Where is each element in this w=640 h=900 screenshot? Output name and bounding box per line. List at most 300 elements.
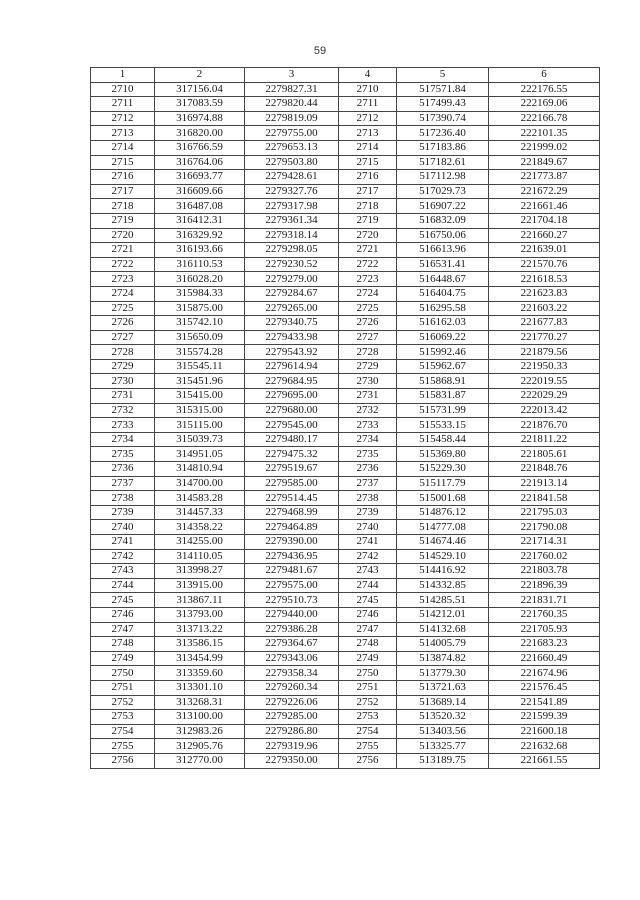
table-cell: 517029.73	[397, 184, 489, 199]
table-cell: 2279510.73	[245, 593, 339, 608]
table-row	[91, 403, 600, 418]
table-cell: 2753	[91, 710, 155, 725]
table-cell: 2710	[339, 82, 397, 97]
table-cell: 221790.08	[489, 520, 600, 535]
table-cell: 316609.66	[155, 184, 245, 199]
table-cell: 514285.51	[397, 593, 489, 608]
table-cell: 313301.10	[155, 680, 245, 695]
table-cell: 2279390.00	[245, 535, 339, 550]
table-cell: 222176.55	[489, 82, 600, 97]
table-row	[91, 593, 600, 608]
table-row	[91, 666, 600, 681]
table-cell: 313454.99	[155, 651, 245, 666]
table-cell: 312905.76	[155, 739, 245, 754]
table-row	[91, 520, 600, 535]
table-cell: 316974.88	[155, 111, 245, 126]
table-cell: 2279340.75	[245, 316, 339, 331]
table-cell: 314583.28	[155, 491, 245, 506]
table-cell: 221661.46	[489, 199, 600, 214]
table-cell: 221811.22	[489, 432, 600, 447]
table-row	[91, 257, 600, 272]
table-row	[91, 549, 600, 564]
table-cell: 221848.76	[489, 462, 600, 477]
table-cell: 314358.22	[155, 520, 245, 535]
table-cell: 2279433.98	[245, 330, 339, 345]
table-cell: 2716	[91, 170, 155, 185]
table-cell: 2722	[91, 257, 155, 272]
table-cell: 2730	[91, 374, 155, 389]
table-cell: 221570.76	[489, 257, 600, 272]
table-cell: 515533.15	[397, 418, 489, 433]
table-cell: 2279684.95	[245, 374, 339, 389]
table-cell: 2742	[91, 549, 155, 564]
table-cell: 315039.73	[155, 432, 245, 447]
table-cell: 515868.91	[397, 374, 489, 389]
table-cell: 2754	[91, 724, 155, 739]
table-cell: 316329.92	[155, 228, 245, 243]
table-cell: 517499.43	[397, 97, 489, 112]
table-cell: 2747	[339, 622, 397, 637]
table-row	[91, 476, 600, 491]
table-cell: 2712	[339, 111, 397, 126]
table-cell: 2279428.61	[245, 170, 339, 185]
table-cell: 316764.06	[155, 155, 245, 170]
table-cell: 2279361.34	[245, 213, 339, 228]
table-cell: 2279358.34	[245, 666, 339, 681]
table-cell: 514674.46	[397, 535, 489, 550]
table-cell: 313713.22	[155, 622, 245, 637]
table-cell: 2746	[91, 607, 155, 622]
table-cell: 316110.53	[155, 257, 245, 272]
table-cell: 221674.96	[489, 666, 600, 681]
table-cell: 517182.61	[397, 155, 489, 170]
table-cell: 2722	[339, 257, 397, 272]
table-cell: 2735	[91, 447, 155, 462]
table-cell: 2726	[91, 316, 155, 331]
table-cell: 2748	[339, 637, 397, 652]
table-cell: 2724	[91, 286, 155, 301]
table-cell: 2279436.95	[245, 549, 339, 564]
table-row	[91, 578, 600, 593]
column-header: 5	[397, 68, 489, 83]
column-header: 2	[155, 68, 245, 83]
table-cell: 2750	[339, 666, 397, 681]
table-cell: 2754	[339, 724, 397, 739]
table-cell: 2279230.52	[245, 257, 339, 272]
table-cell: 315545.11	[155, 359, 245, 374]
table-cell: 221639.01	[489, 243, 600, 258]
table-cell: 2752	[91, 695, 155, 710]
table-cell: 222013.42	[489, 403, 600, 418]
table-cell: 2713	[339, 126, 397, 141]
table-cell: 2737	[339, 476, 397, 491]
table-cell: 221683.23	[489, 637, 600, 652]
column-header: 1	[91, 68, 155, 83]
table-cell: 2735	[339, 447, 397, 462]
table-cell: 2720	[339, 228, 397, 243]
table-cell: 315984.33	[155, 286, 245, 301]
table-cell: 221660.27	[489, 228, 600, 243]
table-row	[91, 535, 600, 550]
table-cell: 315875.00	[155, 301, 245, 316]
table-row	[91, 389, 600, 404]
table-cell: 2279440.00	[245, 607, 339, 622]
table-cell: 221576.45	[489, 680, 600, 695]
table-cell: 513403.56	[397, 724, 489, 739]
table-cell: 222101.35	[489, 126, 600, 141]
table-cell: 2717	[339, 184, 397, 199]
table-cell: 316412.31	[155, 213, 245, 228]
table-row	[91, 228, 600, 243]
table-cell: 2751	[339, 680, 397, 695]
table-cell: 2750	[91, 666, 155, 681]
table-cell: 313867.11	[155, 593, 245, 608]
table-cell: 221672.29	[489, 184, 600, 199]
table-cell: 2279386.28	[245, 622, 339, 637]
table-row	[91, 651, 600, 666]
table-cell: 515001.68	[397, 491, 489, 506]
table-cell: 2738	[91, 491, 155, 506]
table-cell: 515458.44	[397, 432, 489, 447]
table-cell: 2736	[91, 462, 155, 477]
table-cell: 2717	[91, 184, 155, 199]
table-cell: 514212.01	[397, 607, 489, 622]
table-cell: 2723	[339, 272, 397, 287]
table-cell: 2714	[339, 140, 397, 155]
table-row	[91, 695, 600, 710]
table-row	[91, 505, 600, 520]
table-cell: 516069.22	[397, 330, 489, 345]
table-cell: 221805.61	[489, 447, 600, 462]
table-cell: 517112.98	[397, 170, 489, 185]
table-row	[91, 82, 600, 97]
table-cell: 2712	[91, 111, 155, 126]
page-number: 59	[313, 45, 327, 57]
table-cell: 513689.14	[397, 695, 489, 710]
table-cell: 2279226.06	[245, 695, 339, 710]
table-cell: 221803.78	[489, 564, 600, 579]
table-cell: 2715	[339, 155, 397, 170]
table-cell: 2727	[339, 330, 397, 345]
table-cell: 221773.87	[489, 170, 600, 185]
table-row	[91, 97, 600, 112]
table-cell: 316487.08	[155, 199, 245, 214]
table-cell: 2747	[91, 622, 155, 637]
table-row	[91, 345, 600, 360]
table-cell: 221849.67	[489, 155, 600, 170]
table-cell: 2749	[91, 651, 155, 666]
table-cell: 2743	[339, 564, 397, 579]
table-cell: 222019.55	[489, 374, 600, 389]
table-cell: 221623.83	[489, 286, 600, 301]
table-cell: 221599.39	[489, 710, 600, 725]
table-cell: 221841.58	[489, 491, 600, 506]
table-row	[91, 462, 600, 477]
table-cell: 513779.30	[397, 666, 489, 681]
table-cell: 221705.93	[489, 622, 600, 637]
table-cell: 221714.31	[489, 535, 600, 550]
table-cell: 514777.08	[397, 520, 489, 535]
table-row	[91, 316, 600, 331]
table-cell: 2719	[91, 213, 155, 228]
table-cell: 2732	[339, 403, 397, 418]
table-cell: 514332.85	[397, 578, 489, 593]
table-cell: 2279695.00	[245, 389, 339, 404]
table-cell: 2749	[339, 651, 397, 666]
table-cell: 2714	[91, 140, 155, 155]
table-cell: 315650.09	[155, 330, 245, 345]
table-cell: 514416.92	[397, 564, 489, 579]
table-cell: 315115.00	[155, 418, 245, 433]
table-row	[91, 330, 600, 345]
table-cell: 2753	[339, 710, 397, 725]
table-cell: 2743	[91, 564, 155, 579]
table-row	[91, 301, 600, 316]
table-cell: 2279343.06	[245, 651, 339, 666]
table-cell: 317156.04	[155, 82, 245, 97]
table-cell: 2756	[91, 753, 155, 768]
table-cell: 513189.75	[397, 753, 489, 768]
table-row	[91, 680, 600, 695]
table-cell: 2751	[91, 680, 155, 695]
table-cell: 2279350.00	[245, 753, 339, 768]
table-cell: 516907.22	[397, 199, 489, 214]
table-row	[91, 111, 600, 126]
table-cell: 2279481.67	[245, 564, 339, 579]
table-cell: 313915.00	[155, 578, 245, 593]
table-cell: 516162.03	[397, 316, 489, 331]
table-cell: 314700.00	[155, 476, 245, 491]
table-cell: 2744	[339, 578, 397, 593]
table-cell: 2279286.80	[245, 724, 339, 739]
table-cell: 2279585.00	[245, 476, 339, 491]
table-cell: 316193.66	[155, 243, 245, 258]
table-cell: 2279575.00	[245, 578, 339, 593]
table-cell: 316028.20	[155, 272, 245, 287]
table-cell: 515229.30	[397, 462, 489, 477]
table-cell: 2711	[339, 97, 397, 112]
table-row	[91, 724, 600, 739]
table-cell: 515962.67	[397, 359, 489, 374]
table-cell: 2279545.00	[245, 418, 339, 433]
table-cell: 313268.31	[155, 695, 245, 710]
table-cell: 2279755.00	[245, 126, 339, 141]
table-cell: 221661.55	[489, 753, 600, 768]
table-cell: 316820.00	[155, 126, 245, 141]
table-row	[91, 359, 600, 374]
table-cell: 2279680.00	[245, 403, 339, 418]
table-cell: 2726	[339, 316, 397, 331]
table-cell: 2279284.67	[245, 286, 339, 301]
table-cell: 2279317.98	[245, 199, 339, 214]
table-cell: 515369.80	[397, 447, 489, 462]
table-cell: 2711	[91, 97, 155, 112]
table-cell: 2745	[91, 593, 155, 608]
table-cell: 2741	[91, 535, 155, 550]
table-cell: 221677.83	[489, 316, 600, 331]
table-cell: 2742	[339, 549, 397, 564]
table-cell: 2728	[91, 345, 155, 360]
table-cell: 2279318.14	[245, 228, 339, 243]
table-cell: 2279614.94	[245, 359, 339, 374]
table-row	[91, 564, 600, 579]
table-cell: 2719	[339, 213, 397, 228]
table-cell: 2737	[91, 476, 155, 491]
table-cell: 222169.06	[489, 97, 600, 112]
table-cell: 2279480.17	[245, 432, 339, 447]
table-cell: 2727	[91, 330, 155, 345]
table-cell: 221760.35	[489, 607, 600, 622]
table-cell: 2725	[91, 301, 155, 316]
table-cell: 312983.26	[155, 724, 245, 739]
table-cell: 2279819.09	[245, 111, 339, 126]
table-row	[91, 491, 600, 506]
table-cell: 2731	[339, 389, 397, 404]
table-row	[91, 140, 600, 155]
table-row	[91, 126, 600, 141]
table-cell: 2733	[339, 418, 397, 433]
table-cell: 2279279.00	[245, 272, 339, 287]
table-cell: 515992.46	[397, 345, 489, 360]
table-row	[91, 753, 600, 768]
table-cell: 2279319.96	[245, 739, 339, 754]
table-cell: 514529.10	[397, 549, 489, 564]
column-header: 6	[489, 68, 600, 83]
table-cell: 221795.03	[489, 505, 600, 520]
table-cell: 2710	[91, 82, 155, 97]
table-cell: 2716	[339, 170, 397, 185]
table-row	[91, 272, 600, 287]
table-cell: 314951.05	[155, 447, 245, 462]
table-row	[91, 637, 600, 652]
table-row	[91, 432, 600, 447]
table-cell: 315574.28	[155, 345, 245, 360]
table-cell: 221704.18	[489, 213, 600, 228]
table-cell: 2279468.99	[245, 505, 339, 520]
table-cell: 516613.96	[397, 243, 489, 258]
table-cell: 516404.75	[397, 286, 489, 301]
table-cell: 312770.00	[155, 753, 245, 768]
table-cell: 516448.67	[397, 272, 489, 287]
table-cell: 513874.82	[397, 651, 489, 666]
table-cell: 221632.68	[489, 739, 600, 754]
table-cell: 2279364.67	[245, 637, 339, 652]
table-cell: 513721.63	[397, 680, 489, 695]
table-cell: 221760.02	[489, 549, 600, 564]
table-row	[91, 607, 600, 622]
coordinates-table	[90, 67, 600, 769]
table-cell: 222029.29	[489, 389, 600, 404]
table-cell: 221913.14	[489, 476, 600, 491]
table-cell: 314810.94	[155, 462, 245, 477]
table-row	[91, 622, 600, 637]
table-cell: 221999.02	[489, 140, 600, 155]
table-cell: 2740	[91, 520, 155, 535]
table-cell: 2734	[91, 432, 155, 447]
table-cell: 316766.59	[155, 140, 245, 155]
table-cell: 2729	[91, 359, 155, 374]
table-cell: 517183.86	[397, 140, 489, 155]
table-row	[91, 170, 600, 185]
table-cell: 517571.84	[397, 82, 489, 97]
table-cell: 2721	[91, 243, 155, 258]
table-cell: 2741	[339, 535, 397, 550]
table-cell: 515731.99	[397, 403, 489, 418]
table-cell: 2730	[339, 374, 397, 389]
table-cell: 514132.68	[397, 622, 489, 637]
table-body	[91, 82, 600, 768]
table-cell: 2721	[339, 243, 397, 258]
table-cell: 313793.00	[155, 607, 245, 622]
table-cell: 2733	[91, 418, 155, 433]
table-cell: 222166.78	[489, 111, 600, 126]
table-cell: 2728	[339, 345, 397, 360]
table-cell: 2279514.45	[245, 491, 339, 506]
table-cell: 516531.41	[397, 257, 489, 272]
table-cell: 516750.06	[397, 228, 489, 243]
table-cell: 315315.00	[155, 403, 245, 418]
table-cell: 2715	[91, 155, 155, 170]
table-cell: 2718	[91, 199, 155, 214]
table-cell: 2279653.13	[245, 140, 339, 155]
table-cell: 2279827.31	[245, 82, 339, 97]
table-row	[91, 155, 600, 170]
table-cell: 2746	[339, 607, 397, 622]
table-cell: 2279475.32	[245, 447, 339, 462]
table-cell: 314255.00	[155, 535, 245, 550]
table-cell: 221879.56	[489, 345, 600, 360]
table-row	[91, 418, 600, 433]
table-cell: 2279543.92	[245, 345, 339, 360]
table-cell: 2724	[339, 286, 397, 301]
table-cell: 221600.18	[489, 724, 600, 739]
table-cell: 221876.70	[489, 418, 600, 433]
column-header: 3	[245, 68, 339, 83]
table-cell: 513325.77	[397, 739, 489, 754]
table-cell: 2748	[91, 637, 155, 652]
table-cell: 221950.33	[489, 359, 600, 374]
table-cell: 221618.53	[489, 272, 600, 287]
table-cell: 316693.77	[155, 170, 245, 185]
table-header-row	[91, 68, 600, 83]
table-cell: 2279820.44	[245, 97, 339, 112]
table-cell: 221603.22	[489, 301, 600, 316]
table-cell: 516295.58	[397, 301, 489, 316]
table-cell: 313586.15	[155, 637, 245, 652]
table-cell: 2736	[339, 462, 397, 477]
table-cell: 221660.49	[489, 651, 600, 666]
table-row	[91, 243, 600, 258]
table-row	[91, 710, 600, 725]
table-cell: 514876.12	[397, 505, 489, 520]
table-cell: 313100.00	[155, 710, 245, 725]
table-cell: 2744	[91, 578, 155, 593]
table-cell: 2279327.76	[245, 184, 339, 199]
table-cell: 2745	[339, 593, 397, 608]
table-cell: 2755	[91, 739, 155, 754]
table-row	[91, 739, 600, 754]
table-cell: 2279298.05	[245, 243, 339, 258]
table-cell: 314110.05	[155, 549, 245, 564]
table-cell: 2279285.00	[245, 710, 339, 725]
table-cell: 2279265.00	[245, 301, 339, 316]
table-cell: 2731	[91, 389, 155, 404]
table-cell: 2734	[339, 432, 397, 447]
table-cell: 515117.79	[397, 476, 489, 491]
table-row	[91, 374, 600, 389]
table-cell: 2713	[91, 126, 155, 141]
table-cell: 2279260.34	[245, 680, 339, 695]
